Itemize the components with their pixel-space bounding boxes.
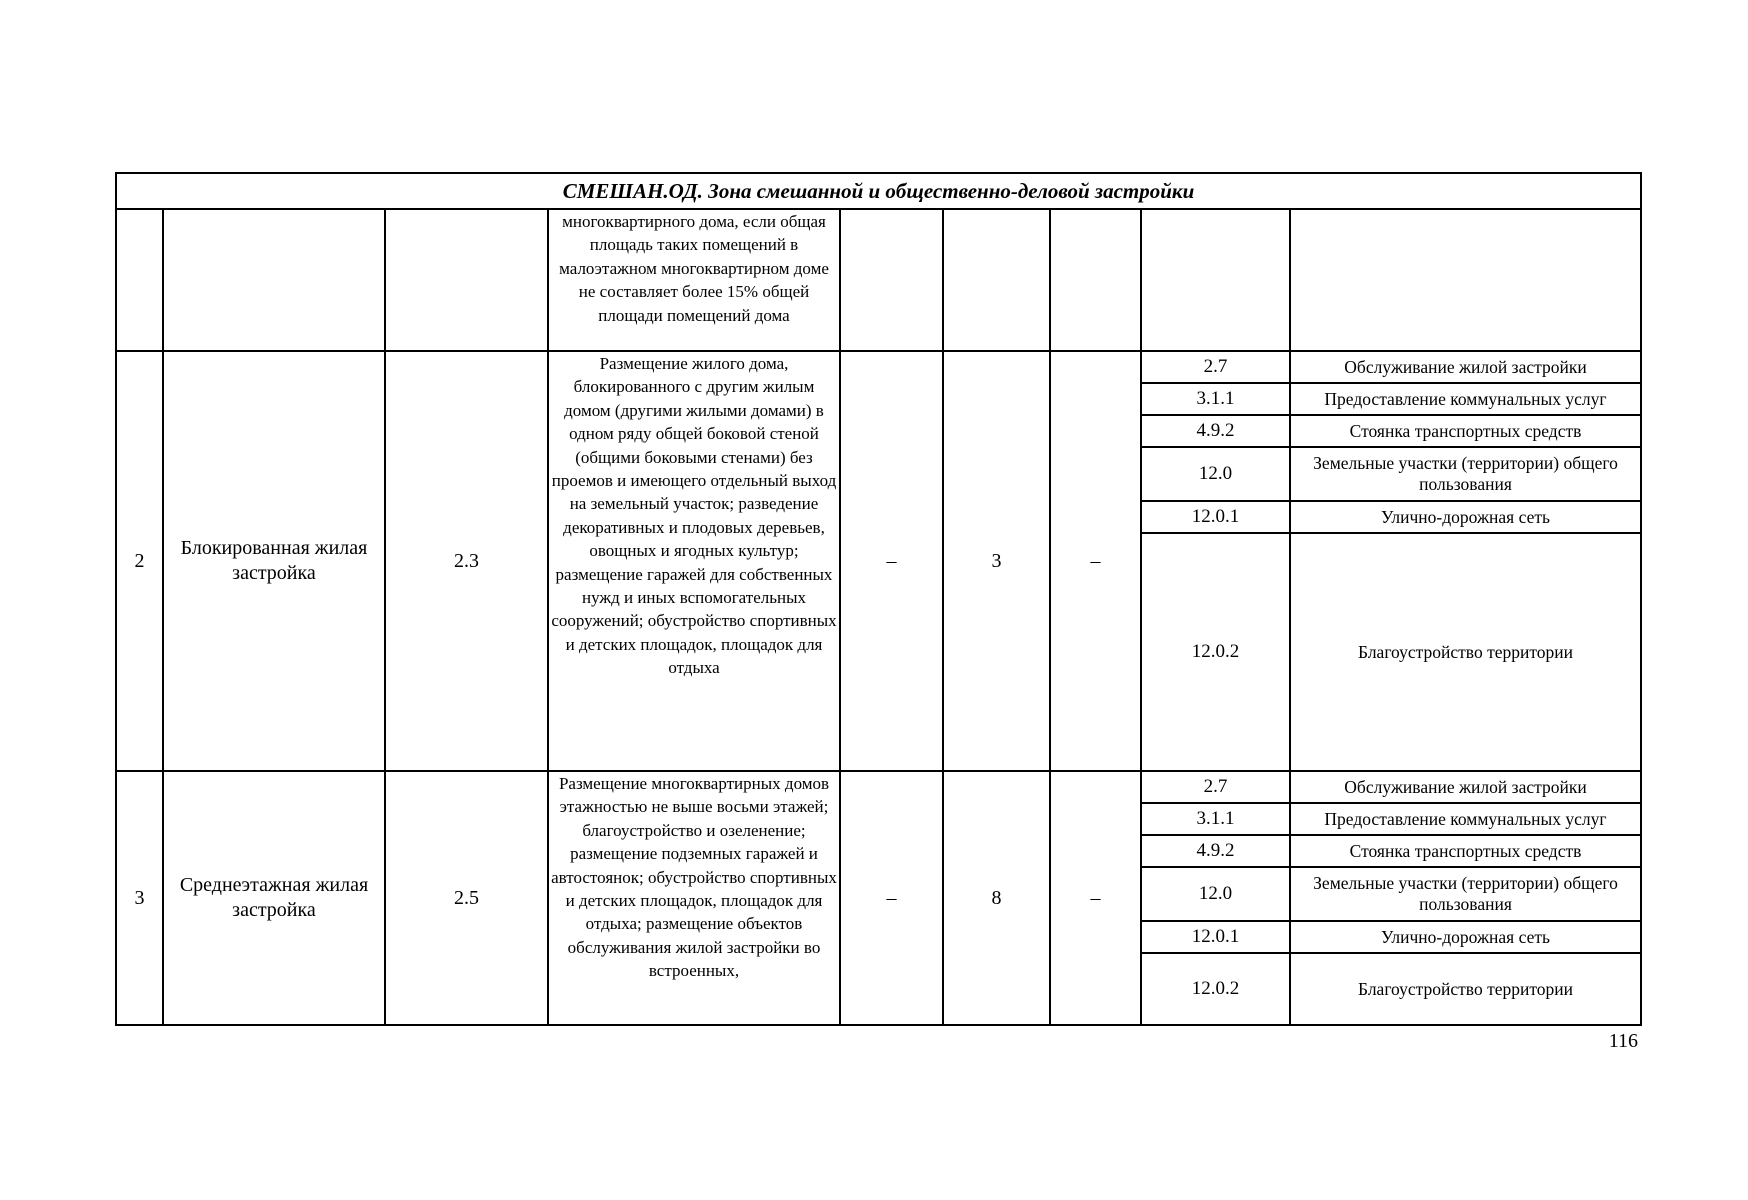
use-name: Блокированная жилая застройка (163, 351, 385, 771)
aux-code: 3.1.1 (1141, 383, 1290, 415)
page-number: 116 (1608, 1030, 1638, 1052)
aux-code: 4.9.2 (1141, 835, 1290, 867)
aux-code: 12.0 (1141, 447, 1290, 501)
aux-code: 12.0 (1141, 867, 1290, 921)
use-code: 2.3 (385, 351, 548, 771)
table-row (116, 771, 1641, 803)
aux-name: Стоянка транспортных средств (1290, 415, 1641, 447)
aux-code: 12.0.1 (1141, 921, 1290, 953)
row-number: 3 (116, 771, 163, 1025)
aux-name: Улично-дорожная сеть (1290, 921, 1641, 953)
use-name-cell (163, 209, 385, 351)
aux-name: Предоставление коммунальных услуг (1290, 803, 1641, 835)
aux-code: 12.0.2 (1141, 953, 1290, 1025)
zone-title: СМЕШАН.ОД. Зона смешанной и общественно-деловой застройки (116, 173, 1641, 209)
param-cell-1 (840, 209, 943, 351)
param-cell-3 (1050, 209, 1141, 351)
param-value-3: – (1050, 351, 1141, 771)
param-cell-2 (943, 209, 1050, 351)
aux-name: Благоустройство территории (1290, 953, 1641, 1025)
use-code: 2.5 (385, 771, 548, 1025)
aux-code: 3.1.1 (1141, 803, 1290, 835)
aux-code: 2.7 (1141, 771, 1290, 803)
aux-name: Обслуживание жилой застройки (1290, 351, 1641, 383)
aux-name: Земельные участки (территории) общего пользования (1290, 867, 1641, 921)
aux-name: Предоставление коммунальных услуг (1290, 383, 1641, 415)
aux-code: 2.7 (1141, 351, 1290, 383)
aux-code-cell (1141, 209, 1290, 351)
param-value-1: – (840, 771, 943, 1025)
aux-code: 4.9.2 (1141, 415, 1290, 447)
aux-code: 12.0.2 (1141, 533, 1290, 771)
use-name: Среднеэтажная жилая застройка (163, 771, 385, 1025)
aux-name: Земельные участки (территории) общего пользования (1290, 447, 1641, 501)
aux-name: Благоустройство территории (1290, 533, 1641, 771)
table-row (116, 351, 1641, 383)
aux-name: Обслуживание жилой застройки (1290, 771, 1641, 803)
aux-name: Улично-дорожная сеть (1290, 501, 1641, 533)
zone-table (115, 172, 1642, 1026)
aux-name-cell (1290, 209, 1641, 351)
use-description: Размещение многоквартирных домов этажностью не выше восьми этажей; благоустройство и озеленение; размещение подземных гаражей и автостоянок; обустройство спортивных и детских площадок, площадок для отдыха; размещение объектов обслуживания жилой застройки во встроенных, (548, 771, 840, 1025)
aux-name: Стоянка транспортных средств (1290, 835, 1641, 867)
row-number-cell (116, 209, 163, 351)
param-value-2: 8 (943, 771, 1050, 1025)
param-value-2: 3 (943, 351, 1050, 771)
param-value-1: – (840, 351, 943, 771)
use-description: Размещение жилого дома, блокированного с другим жилым домом (другими жилыми домами) в одном ряду общей боковой стеной (общими боковыми стенами) без проемов и имеющего отдельный выход на земельный участок; разведение декоративных и плодовых деревьев, овощных и ягодных культур; размещение гаражей для собственных нужд и иных вспомогательных сооружений; обустройство спортивных и детских площадок, площадок для отдыха (548, 351, 840, 771)
description-cell: многоквартирного дома, если общая площадь таких помещений в малоэтажном многоквартирном доме не составляет более 15% общей площади помещений дома (548, 209, 840, 351)
row-number: 2 (116, 351, 163, 771)
use-code-cell (385, 209, 548, 351)
param-value-3: – (1050, 771, 1141, 1025)
aux-code: 12.0.1 (1141, 501, 1290, 533)
table-row-continuation (116, 209, 1641, 351)
